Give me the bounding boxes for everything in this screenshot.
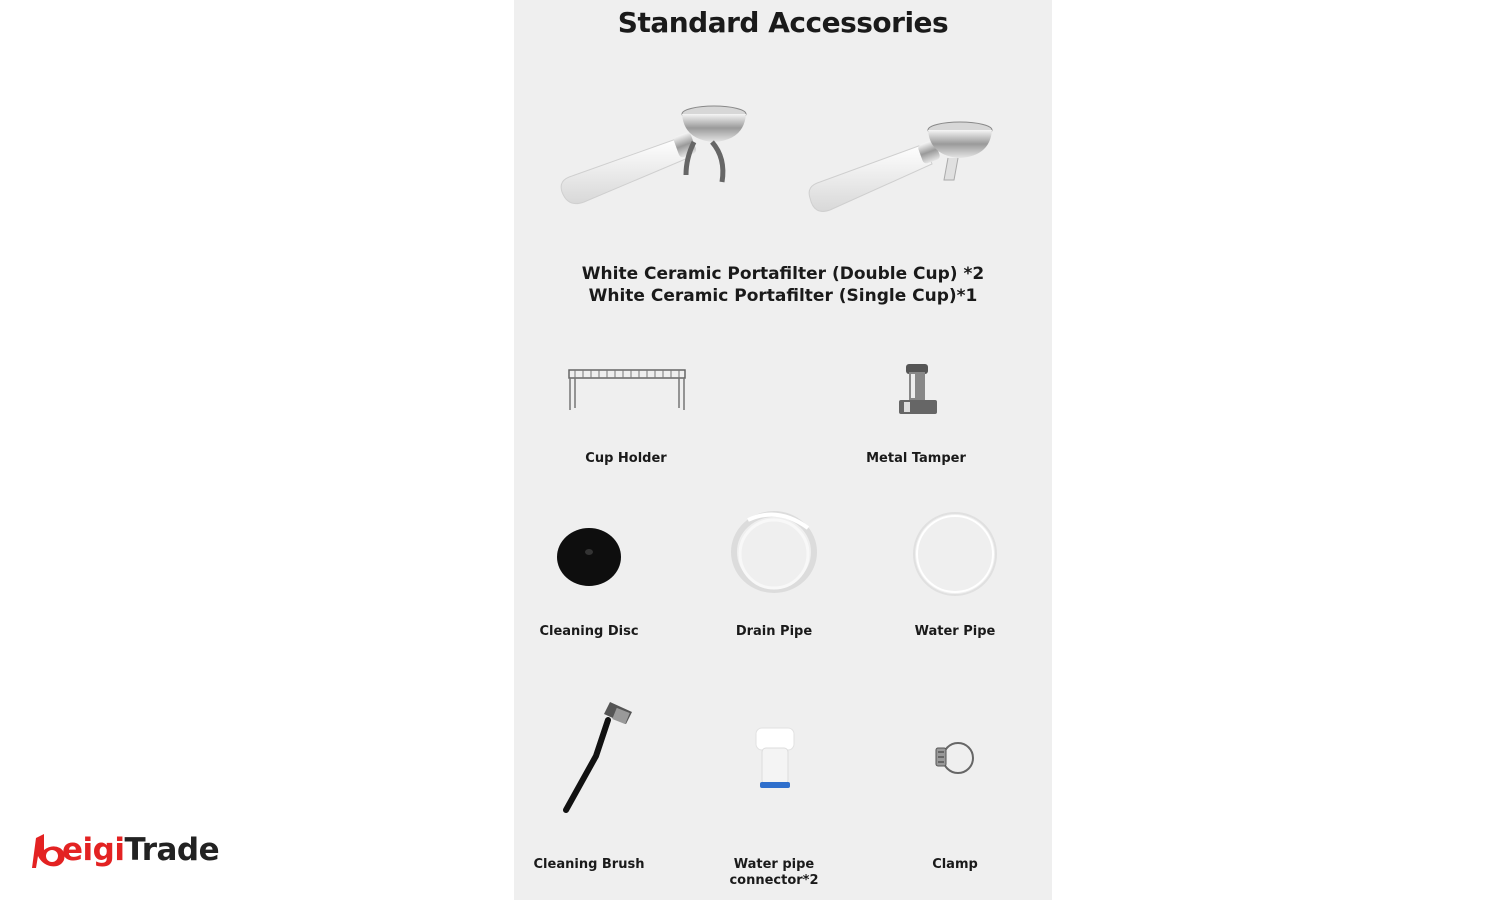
- clamp-icon: [934, 740, 978, 776]
- connector-label-line1: Water pipe: [733, 857, 815, 872]
- brand-logo: [62, 832, 219, 868]
- water-pipe-icon: [912, 511, 998, 597]
- portafilter-double-label: White Ceramic Portafilter (Double Cup) *2: [581, 264, 985, 284]
- drain-pipe-label: Drain Pipe: [735, 624, 813, 639]
- cup-holder-rack-icon: [567, 368, 687, 413]
- water-pipe-connector-label: [689, 857, 859, 889]
- accessories-panel: [514, 0, 1052, 900]
- clamp-label: Clamp: [932, 857, 978, 872]
- pipe-connector-icon: [754, 726, 796, 792]
- tamper-icon: [896, 362, 940, 418]
- cleaning-disc-label: Cleaning Disc: [539, 624, 639, 639]
- logo-dark-part: Trade: [124, 832, 220, 868]
- portafilter-single-label: White Ceramic Portafilter (Single Cup)*1: [588, 286, 978, 306]
- logo-red-visible: eigi: [62, 832, 125, 868]
- portafilter-double-icon: [554, 100, 754, 220]
- cleaning-disc-icon: [556, 528, 622, 588]
- cleaning-brush-label: Cleaning Brush: [533, 857, 645, 872]
- metal-tamper-label: Metal Tamper: [866, 451, 966, 466]
- page-title: Standard Accessories: [617, 6, 949, 39]
- drain-pipe-icon: [728, 508, 820, 598]
- water-pipe-label: Water Pipe: [914, 624, 996, 639]
- connector-label-line2: connector*2: [729, 873, 819, 888]
- cleaning-brush-icon: [558, 698, 638, 818]
- cup-holder-label: Cup Holder: [585, 451, 667, 466]
- portafilter-single-icon: [802, 118, 1002, 228]
